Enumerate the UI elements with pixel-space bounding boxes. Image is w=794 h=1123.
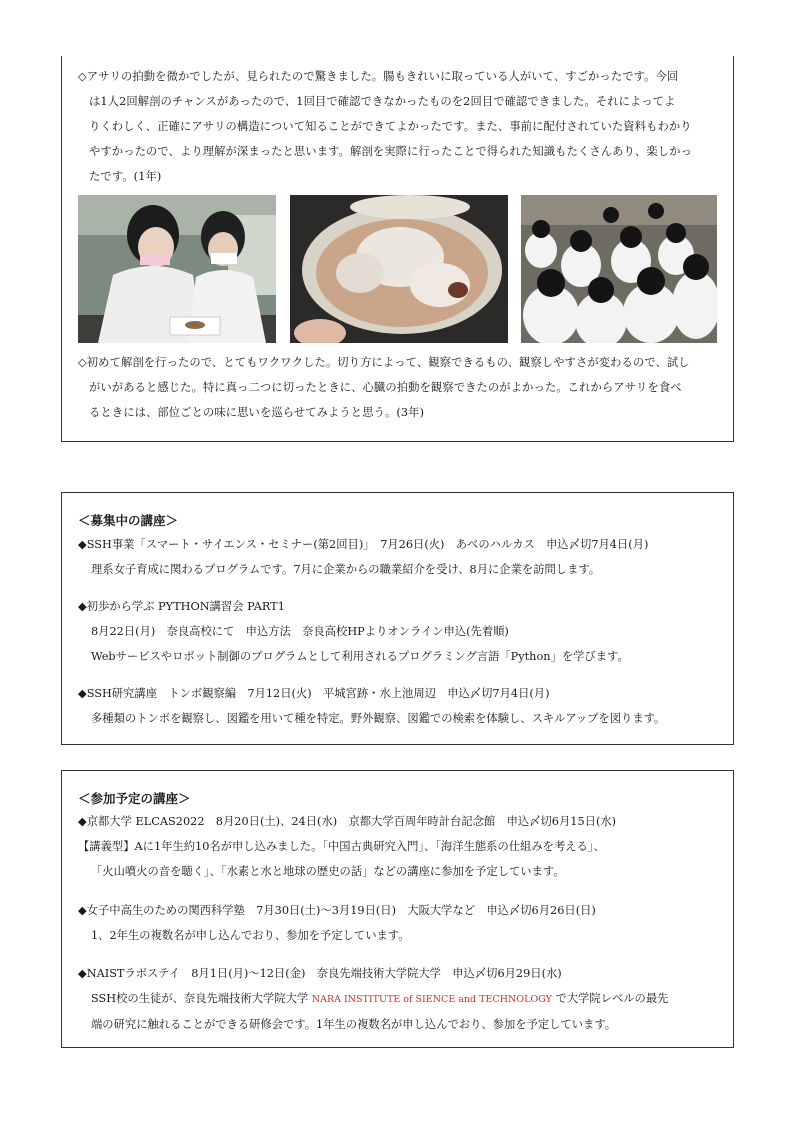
comment-line: やすかったので、より理解が深まったと思います。解剖を実際に行ったことで得られた知識もたくさんあり、楽しかっ xyxy=(89,145,692,158)
course-title: ◆京都大学 ELCAS2022 8月20日(土)、24日(水) 京都大学百周年時計台記念館 申込〆切6月15日(水) xyxy=(78,815,617,828)
students-dissecting-photo xyxy=(78,195,276,343)
course-item xyxy=(78,898,596,948)
course-title: ◆SSH研究講座 トンボ観察編 7月12日(火) 平城宮跡・水上池周辺 申込〆切7月4日(月) xyxy=(78,687,550,700)
student-comment-1 xyxy=(78,64,718,189)
comment-line: ◇アサリの拍動を微かでしたが、見られたので驚きました。腸もきれいに取っている人がいて、すごかったです。今回 xyxy=(78,70,679,83)
course-description: 端の研究に触れることができる研修会です。1年生の複数名が申し込んでおり、参加を予定しています。 xyxy=(91,1018,617,1031)
comment-line: たです。(1年) xyxy=(89,170,162,183)
course-title: ◆女子中高生のための関西科学塾 7月30日(土)～3月19日(日) 大阪大学など 申込〆切6月26日(日) xyxy=(78,904,596,917)
course-description: Webサービスやロボット制御のプログラムとして利用されるプログラミング言語「Python」を学びます。 xyxy=(91,650,629,663)
course-detail: 8月22日(月) 奈良高校にて 申込方法 奈良高校HPよりオンライン申込(先着順) xyxy=(91,625,509,638)
course-title: ◆SSH事業「スマート・サイエンス・セミナー(第2回目)」 7月26日(火) あべのハルカス 申込〆切7月4日(月) xyxy=(78,538,649,551)
course-description: 「火山噴火の音を聴く」、「水素と水と地球の歴史の話」などの講座に参加を予定しています。 xyxy=(91,865,565,878)
naist-english-name: NARA INSTITUTE of SIENCE and TECHNOLOGY xyxy=(311,994,552,1005)
comment-line: がいがあると感じた。特に真っ二つに切ったときに、心臓の拍動を観察できたのがよかった。これからアサリを食べ xyxy=(89,381,682,394)
course-item xyxy=(78,532,648,582)
students-group-photo xyxy=(521,195,717,343)
course-description: 理系女子育成に関わるプログラムです。7月に企業からの職業紹介を受け、8月に企業を訪問します。 xyxy=(91,563,601,576)
clam-closeup-photo xyxy=(290,195,508,343)
comment-line: ◇初めて解剖を行ったので、とてもワクワクした。切り方によって、観察できるもの、観察しやすさが変わるので、試し xyxy=(78,356,690,369)
comment-line: るときには、部位ごとの味に思いを巡らせてみようと思う。(3年) xyxy=(89,406,425,419)
course-item xyxy=(78,681,665,731)
section-heading: ＜募集中の講座＞ xyxy=(78,513,179,528)
open-courses-box xyxy=(61,492,734,745)
course-item xyxy=(78,961,668,1037)
section-heading: ＜参加予定の講座＞ xyxy=(78,791,191,806)
planned-courses-box xyxy=(61,770,734,1048)
desc-pre: SSH校の生徒が、奈良先端技術大学院大学 xyxy=(91,992,312,1005)
course-description: 多種類のトンボを観察し、図鑑を用いて種を特定。野外観察、図鑑での検索を体験し、スキルアップを図ります。 xyxy=(91,712,666,725)
course-description: 【講義型】Aに1年生約10名が申し込みました。「中国古典研究入門」、「海洋生態系の仕組みを考える」、 xyxy=(78,840,605,853)
comment-line: りくわしく、正確にアサリの構造について知ることができてよかったです。また、事前に配付されていた資料もわかり xyxy=(89,120,692,133)
course-item xyxy=(78,594,629,669)
course-title: ◆NAISTラボステイ 8月1日(月)～12日(金) 奈良先端技術大学院大学 申込〆切6月29日(水) xyxy=(78,967,562,980)
course-title: ◆初歩から学ぶ PYTHON講習会 PART1 xyxy=(78,600,285,613)
report-box xyxy=(61,56,734,442)
comment-line: は1人2回解剖のチャンスがあったので、1回目で確認できなかったものを2回目で確認できました。それによってよ xyxy=(89,95,676,108)
course-description: 1、2年生の複数名が申し込んでおり、参加を予定しています。 xyxy=(91,929,410,942)
desc-post: で大学院レベルの最先 xyxy=(551,992,669,1005)
student-comment-2 xyxy=(78,350,718,425)
course-description xyxy=(78,986,668,1012)
course-item xyxy=(78,809,616,884)
